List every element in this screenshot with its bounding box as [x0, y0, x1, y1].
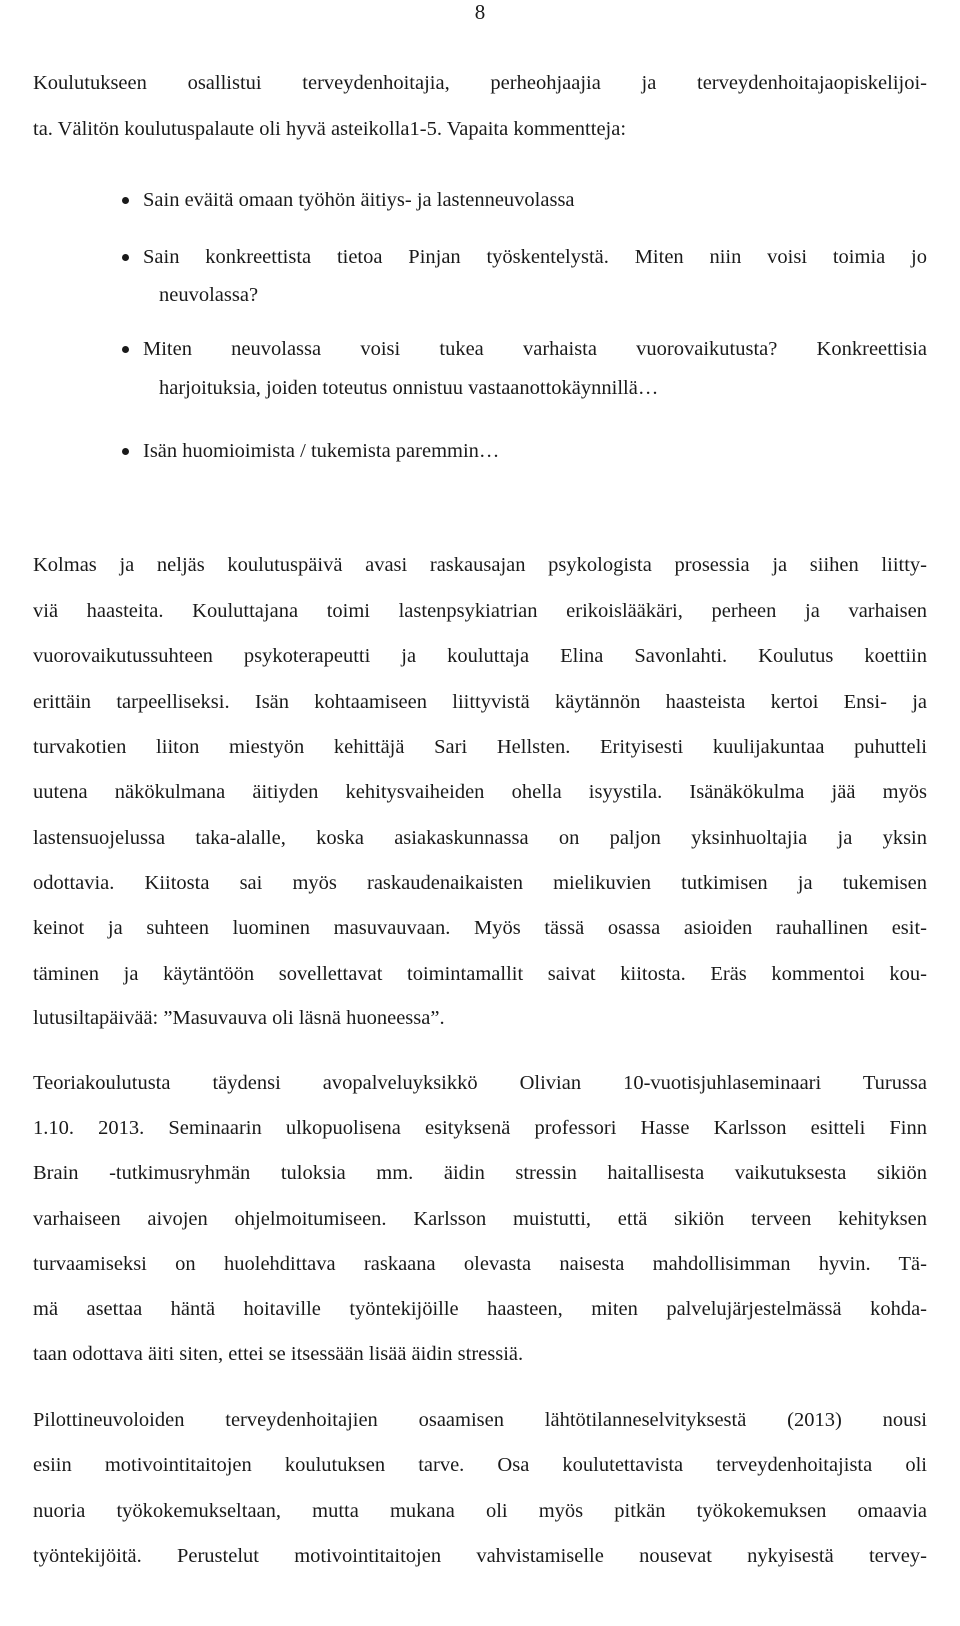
text-line: nuoria työkokemukseltaan, mutta mukana oli myös pitkän työkokemuksen omaavia	[33, 1500, 927, 1522]
text-line: turvakotien liiton miestyön kehittäjä Sari Hellsten. Erityisesti kuulijakuntaa puhutteli	[33, 736, 927, 758]
text-line: esiin motivointitaitojen koulutuksen tarve. Osa koulutettavista terveydenhoitajista oli	[33, 1454, 927, 1476]
text-line: keinot ja suhteen luominen masuvauvaan. Myös tässä osassa asioiden rauhallinen esit-	[33, 917, 927, 939]
list-item-text: Sain konkreettista tietoa Pinjan työskentelystä. Miten niin voisi toimia jo	[143, 246, 927, 268]
text-line: Teoriakoulutusta täydensi avopalveluyksikkö Olivian 10-vuotisjuhlaseminaari Turussa	[33, 1072, 927, 1094]
list-item-text: Isän huomioimista / tukemista paremmin…	[143, 440, 500, 462]
text-line: varhaiseen aivojen ohjelmoitumiseen. Karlsson muistutti, että sikiön terveen kehityksen	[33, 1208, 927, 1230]
text-line: mä asettaa häntä hoitaville työntekijöille haasteen, miten palvelujärjestelmässä kohda-	[33, 1298, 927, 1320]
bullet-icon	[122, 346, 129, 353]
bullet-icon	[122, 254, 129, 261]
text-line: 1.10. 2013. Seminaarin ulkopuolisena esityksenä professori Hasse Karlsson esitteli Finn	[33, 1117, 927, 1139]
text-line: viä haasteita. Kouluttajana toimi lastenpsykiatrian erikoislääkäri, perheen ja varhaisen	[33, 600, 927, 622]
text-line: taan odottava äiti siten, ettei se itsessään lisää äidin stressiä.	[33, 1343, 524, 1365]
text-line: työntekijöitä. Perustelut motivointitaitojen vahvistamiselle nousevat nykyisestä tervey-	[33, 1545, 927, 1567]
list-item-text: neuvolassa?	[159, 284, 259, 306]
text-line: vuorovaikutussuhteen psykoterapeutti ja kouluttaja Elina Savonlahti. Koulutus koettiin	[33, 645, 927, 667]
text-line: turvaamiseksi on huolehdittava raskaana olevasta naisesta mahdollisimman hyvin. Tä-	[33, 1253, 927, 1275]
text-line: Brain -tutkimusryhmän tuloksia mm. äidin stressin haitallisesta vaikutuksesta sikiön	[33, 1162, 927, 1184]
list-item-text: Miten neuvolassa voisi tukea varhaista vuorovaikutusta? Konkreettisia	[143, 338, 927, 360]
bullet-icon	[122, 197, 129, 204]
bullet-icon	[122, 448, 129, 455]
text-line: Koulutukseen osallistui terveydenhoitajia, perheohjaajia ja terveydenhoitajaopiskelijoi-	[33, 72, 927, 94]
text-line: ta. Välitön koulutuspalaute oli hyvä asteikolla1-5. Vapaita kommentteja:	[33, 118, 627, 140]
text-line: erittäin tarpeelliseksi. Isän kohtaamiseen liittyvistä käytännön haasteista kertoi Ensi- ja	[33, 691, 927, 713]
list-item-text: harjoituksia, joiden toteutus onnistuu vastaanottokäynnillä…	[159, 377, 659, 399]
page-number: 8	[474, 0, 486, 24]
list-item-text: Sain eväitä omaan työhön äitiys- ja lastenneuvolassa	[143, 189, 575, 211]
text-line: lastensuojelussa taka-alalle, koska asiakaskunnassa on paljon yksinhuoltajia ja yksin	[33, 827, 927, 849]
text-line: uutena näkökulmana äitiyden kehitysvaiheiden ohella isyystila. Isänäkökulma jää myös	[33, 781, 927, 803]
text-line: Pilottineuvoloiden terveydenhoitajien osaamisen lähtötilanneselvityksestä (2013) nousi	[33, 1409, 927, 1431]
text-line: lutusiltapäivää: ”Masuvauva oli läsnä huoneessa”.	[33, 1007, 445, 1029]
text-line: Kolmas ja neljäs koulutuspäivä avasi raskausajan psykologista prosessia ja siihen liitty-	[33, 554, 927, 576]
text-line: täminen ja käytäntöön sovellettavat toimintamallit saivat kiitosta. Eräs kommentoi kou-	[33, 963, 927, 985]
text-line: odottavia. Kiitosta sai myös raskaudenaikaisten mielikuvien tutkimisen ja tukemisen	[33, 872, 927, 894]
